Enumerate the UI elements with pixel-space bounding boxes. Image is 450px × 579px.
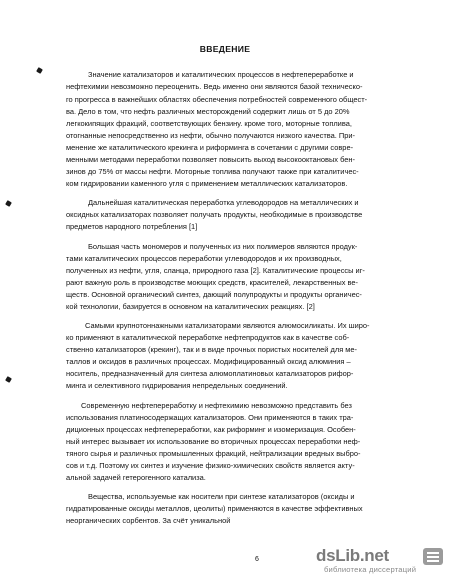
text-line: зинов до 75% от массы нефти. Моторные топлива получают также при каталитичес- xyxy=(66,167,359,176)
text-line: ный интерес вызывает их использование во вторичных процессах переработки неф- xyxy=(66,437,361,446)
text-line: альной задачей гетерогенного катализа. xyxy=(66,473,206,482)
text-line: ственно катализаторов (крекинг), так и в виде прочных пористых носителей для ме- xyxy=(66,345,358,354)
text-line: Значение катализаторов и каталитических процессов в нефтепереработке и xyxy=(88,70,354,79)
text-line: Самыми крупнотоннажными катализаторами являются алюмосиликаты. Их широ- xyxy=(85,321,370,330)
text-line: Современную нефтепереработку и нефтехимию невозможно представить без xyxy=(81,401,352,410)
text-line: менение же каталитического крекинга и риформинга в сочетании с другими совре- xyxy=(66,143,354,152)
menu-icon xyxy=(423,548,443,565)
text-line: отогнанные непосредственно из нефти, обычно получаются низкого качества. При- xyxy=(66,131,356,140)
text-line: носитель, предназначенный для синтеза алюмоплатиновых катализаторов рифор- xyxy=(66,369,354,378)
text-line: тами каталитических процессов переработки углеводородов и их производных, xyxy=(66,254,342,263)
text-line: ществ. Основной органический синтез, дающий полупродукты и продукты органичес- xyxy=(66,290,362,299)
text-line: неорганических сорбентов. За счёт уникальной xyxy=(66,516,231,525)
margin-mark xyxy=(5,200,12,207)
text-line: легкокипящих фракций, соответствующих бензину. кроме того, моторные топлива, xyxy=(66,119,352,128)
text-line: го прогресса в важнейших областях обеспечения потребностей современного общест- xyxy=(66,95,368,104)
margin-mark xyxy=(5,376,12,383)
text-line: гидратированные оксиды металлов, цеолиты) применяются в качестве эффективных xyxy=(66,504,363,513)
page-number: 6 xyxy=(255,556,259,563)
text-line: кой технологии, базируется в основном на каталитических реакциях. [2] xyxy=(66,302,315,311)
text-line: Большая часть мономеров и полученных из них полимеров являются продук- xyxy=(88,242,358,251)
text-line: сов и т.д. Поэтому их синтез и изучение физико-химических свойств является акту- xyxy=(66,461,355,470)
text-line: Вещества, используемые как носители при синтезе катализаторов (оксиды и xyxy=(88,492,355,501)
text-line: минга и селективного гидрирования непредельных соединений. xyxy=(66,381,288,390)
text-line: ко применяют в каталитической переработке нефтепродуктов как в качестве соб- xyxy=(66,333,350,342)
text-line: предметов народного потребления [1] xyxy=(66,222,198,231)
text-line: ком гидрировании каменного угля с применением металлических катализаторов. xyxy=(66,179,348,188)
watermark-logo: dsLib.net xyxy=(316,546,389,565)
text-line: нефтехимии невозможно переоценить. Ведь именно они являются базой техническо- xyxy=(66,82,363,91)
document-title: ВВЕДЕНИЕ xyxy=(199,44,251,54)
text-line: таллов и оксидов в различных процессах. Модифицированный оксид алюминия – xyxy=(66,357,351,366)
text-line: ва. Дело в том, что нефть различных месторождений содержит лишь от 5 до 20% xyxy=(66,107,350,116)
text-line: оксидных катализаторах позволяет получать продукты, необходимые в производстве xyxy=(66,210,363,219)
text-line: тяного сырья и различных промышленных фракций, нейтрализации вредных выбро- xyxy=(66,449,361,458)
text-line: использования платиносодержащих катализаторов. Они применяются в таких тра- xyxy=(66,413,354,422)
text-line: рают важную роль в производстве моющих средств, красителей, лекарственных ве- xyxy=(66,278,359,287)
text-line: полученных из нефти, угля, сланца, природного газа [2]. Каталитические процессы иг- xyxy=(66,266,365,275)
text-line: менными методами переработки позволяет повысить выход высокооктановых бен- xyxy=(66,155,355,164)
watermark-subtitle: библиотека диссертаций xyxy=(324,565,417,574)
margin-mark xyxy=(36,67,43,74)
watermark xyxy=(316,544,448,576)
text-line: Дальнейшая каталитическая переработка углеводородов на металлических и xyxy=(88,198,359,207)
text-line: диционных процессах нефтепереработки, как риформинг и изомеризация. Особен- xyxy=(66,425,356,434)
